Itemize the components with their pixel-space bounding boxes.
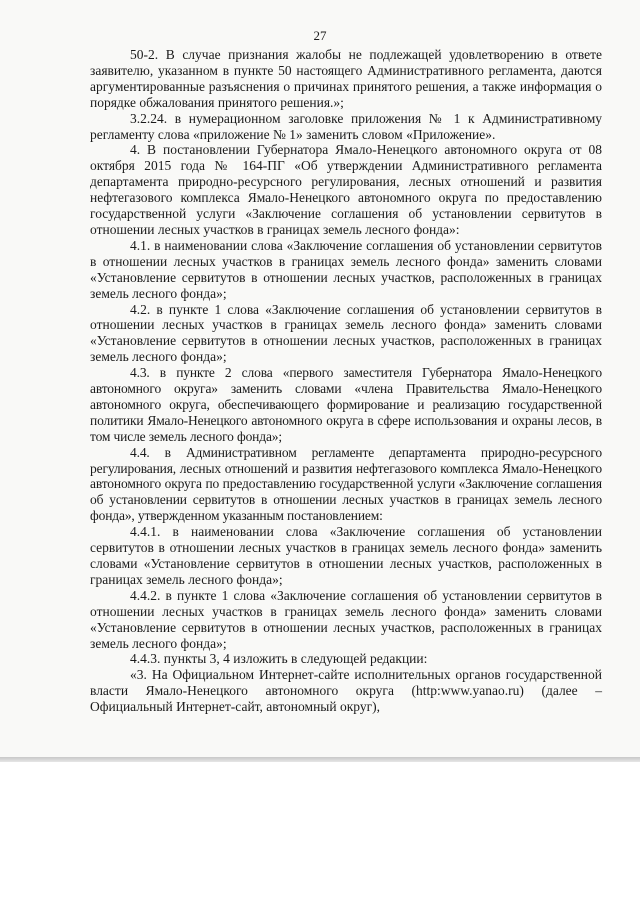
paragraph-4-4-1: 4.4.1. в наименовании слова «Заключение соглашения об установлении сервитутов в отношении лесных участков в границах земель лесного фонда» заменить словами «Установление сервитутов в отношении лесных участков, расположенных в границах земель лесного фонда»; (90, 524, 602, 587)
scan-bottom-edge (0, 757, 640, 762)
paragraph-50-2: 50-2. В случае признания жалобы не подлежащей удовлетворению в ответе заявителю, указанном в пункте 50 настоящего Административного регламента, даются аргументированные разъяснения о причинах принятого решения, а также информация о порядке обжалования принятого решения.»; (90, 47, 602, 110)
paragraph-4-4-2: 4.4.2. в пункте 1 слова «Заключение соглашения об установлении сервитутов в отношении лесных участков в границах земель лесного фонда» заменить словами «Установление сервитутов в отношении лесных участков, расположенных в границах земель лесного фонда»; (90, 587, 602, 651)
paragraph-4-3: 4.3. в пункте 2 слова «первого заместителя Губернатора Ямало-Ненецкого автономного округа» заменить словами «члена Правительства Ямало-Ненецкого автономного округа, обеспечивающего формирование и реализацию государственной политики Ямало-Ненецкого автономного округа в сфере использования и охраны лесов, в том числе земель лесного фонда»; (90, 365, 602, 444)
page-number: 27 (313, 28, 327, 43)
paragraph-4-2: 4.2. в пункте 1 слова «Заключение соглашения об установлении сервитутов в отношении лесных участков в границах земель лесного фонда» заменить словами «Установление сервитутов в отношении лесных участков, расположенных в границах земель лесного фонда»; (90, 301, 602, 365)
paragraph-3-2-24: 3.2.24. в нумерационном заголовке приложения № 1 к Административному регламенту слова «приложение № 1» заменить словом «Приложение». (90, 110, 602, 142)
paragraph-4-1: 4.1. в наименовании слова «Заключение соглашения об установлении сервитутов в отношении лесных участков в границах земель лесного фонда» заменить словами «Установление сервитутов в отношении лесных участков, расположенных в границах земель лесного фонда»; (90, 237, 602, 301)
paragraph-4-4-3: 4.4.3. пункты 3, 4 изложить в следующей редакции: (130, 651, 428, 667)
paragraph-4: 4. В постановлении Губернатора Ямало-Ненецкого автономного округа от 08 октября 2015 года № 164-ПГ «Об утверждении Административного регламента департамента природно-ресурсного регулирования, лесных отношений и развития нефтегазового комплекса Ямало-Ненецкого автономного округа по предоставлению государственной услуги «Заключение соглашения об установлении сервитутов в отношении лесных участков в границах земель лесного фонда»: (90, 142, 602, 237)
paragraph-4-4: 4.4. в Административном регламенте департамента природно-ресурсного регулирования, лесных отношений и развития нефтегазового комплекса Ямало-Ненецкого автономного округа по предоставлению государственной услуги «Заключение соглашения об установлении сервитутов в отношении лесных участков в границах земель лесного фонда», утвержденном указанным постановлением: (90, 444, 602, 524)
paragraph-quoted-3: «3. На Официальном Интернет-сайте исполнительных органов государственной власти Ямало-Ненецкого автономного округа (http:www.yanao.ru) (далее – Официальный Интернет-сайт, автономный округ), (90, 667, 602, 715)
document-body (90, 47, 602, 715)
